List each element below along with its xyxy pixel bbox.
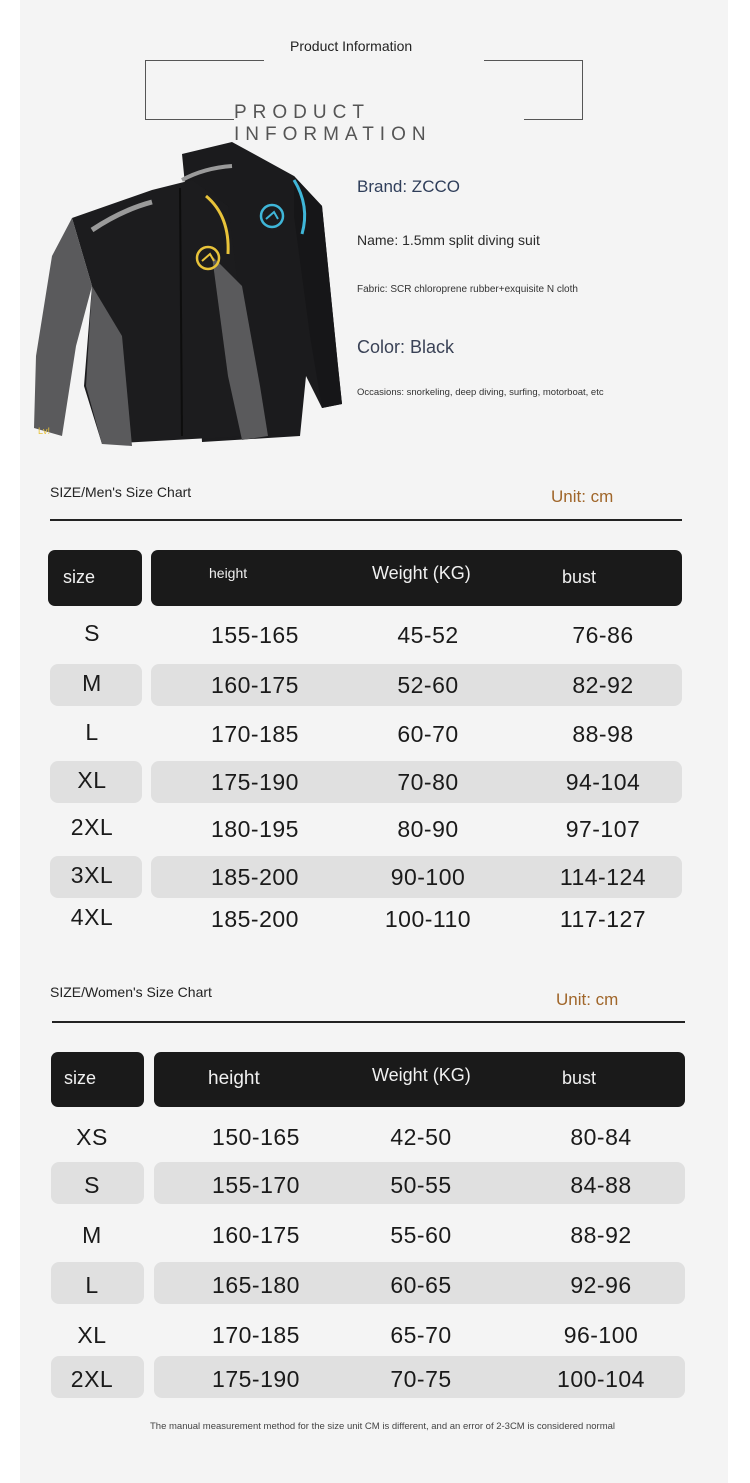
men-cell-height: 155-165 [211,622,299,648]
men-cell-size: L [85,719,99,745]
fabric-label: Fabric: SCR chloroprene rubber+exquisite N cloth [357,284,578,295]
women-cell-bust: 84-88 [570,1172,632,1198]
men-cell-bust: 82-92 [572,672,634,698]
men-header-size: size [63,567,96,587]
women-cell-height: 165-180 [212,1272,300,1298]
color-label: Color: Black [357,337,455,357]
men-cell-bust: 76-86 [572,622,634,648]
men-cell-size: 3XL [70,862,114,888]
women-header-bust: bust [562,1068,597,1088]
name-label: Name: 1.5mm split diving suit [357,232,540,248]
women-cell-weight: 42-50 [390,1124,452,1150]
women-chart-divider [52,1021,685,1023]
women-cell-weight: 65-70 [390,1322,452,1348]
women-cell-size: XS [76,1124,108,1150]
brand-label: Brand: ZCCO [357,177,460,196]
women-cell-weight: 55-60 [390,1222,452,1248]
men-header-weight: Weight (KG) [372,563,471,583]
men-cell-weight: 90-100 [390,864,466,890]
women-cell-bust: 88-92 [570,1222,632,1248]
men-cell-height: 170-185 [211,721,299,747]
men-cell-weight: 80-90 [397,816,459,842]
women-cell-size: L [85,1272,99,1298]
occasions-label: Occasions: snorkeling, deep diving, surfing, motorboat, etc [357,387,604,398]
women-cell-height: 170-185 [212,1322,300,1348]
product-image [32,136,348,452]
men-cell-height: 185-200 [211,864,299,890]
footnote: The manual measurement method for the size unit CM is different, and an error of 2-3CM is considered normal [150,1421,616,1432]
women-cell-height: 155-170 [212,1172,300,1198]
women-cell-bust: 80-84 [570,1124,632,1150]
women-cell-height: 150-165 [212,1124,300,1150]
men-cell-weight: 60-70 [397,721,459,747]
men-cell-bust: 117-127 [559,906,647,932]
women-cell-bust: 92-96 [570,1272,632,1298]
men-cell-bust: 88-98 [572,721,634,747]
men-cell-size: S [84,620,100,646]
men-cell-height: 185-200 [211,906,299,932]
women-cell-weight: 60-65 [390,1272,452,1298]
women-cell-height: 175-190 [212,1366,300,1392]
men-cell-height: 160-175 [211,672,299,698]
men-chart-divider [50,519,682,521]
men-cell-weight: 100-110 [384,906,472,932]
men-cell-size: 2XL [70,814,114,840]
men-cell-size: 4XL [70,904,114,930]
women-header-height: height [208,1068,260,1089]
header-small-title: Product Information [290,38,413,54]
men-chart-title: SIZE/Men's Size Chart [50,484,192,500]
men-cell-weight: 52-60 [397,672,459,698]
women-cell-weight: 50-55 [390,1172,452,1198]
women-chart-title: SIZE/Women's Size Chart [50,984,212,1000]
men-cell-height: 175-190 [211,769,299,795]
women-cell-bust: 100-104 [557,1366,645,1392]
men-cell-size: M [82,670,102,696]
logo-text: Lv! [38,426,51,436]
women-header-size: size [64,1068,97,1088]
women-cell-size: XL [77,1322,107,1348]
men-cell-bust: 94-104 [565,769,641,795]
women-cell-size: M [82,1222,102,1248]
women-header-weight: Weight (KG) [372,1065,471,1085]
women-cell-size: 2XL [70,1366,114,1392]
men-cell-bust: 97-107 [565,816,641,842]
women-unit-label: Unit: cm [556,990,619,1009]
men-unit-label: Unit: cm [551,487,614,506]
women-cell-weight: 70-75 [390,1366,452,1392]
header-big-title: PRODUCT INFORMATION [234,102,524,146]
men-cell-weight: 45-52 [397,622,459,648]
women-cell-height: 160-175 [212,1222,300,1248]
women-cell-bust: 96-100 [563,1322,639,1348]
women-cell-size: S [84,1172,100,1198]
men-cell-height: 180-195 [211,816,299,842]
men-header-bust: bust [562,567,597,587]
men-cell-size: XL [77,767,107,793]
men-cell-weight: 70-80 [397,769,459,795]
men-header-height: height [209,565,248,581]
men-cell-bust: 114-124 [559,864,647,890]
